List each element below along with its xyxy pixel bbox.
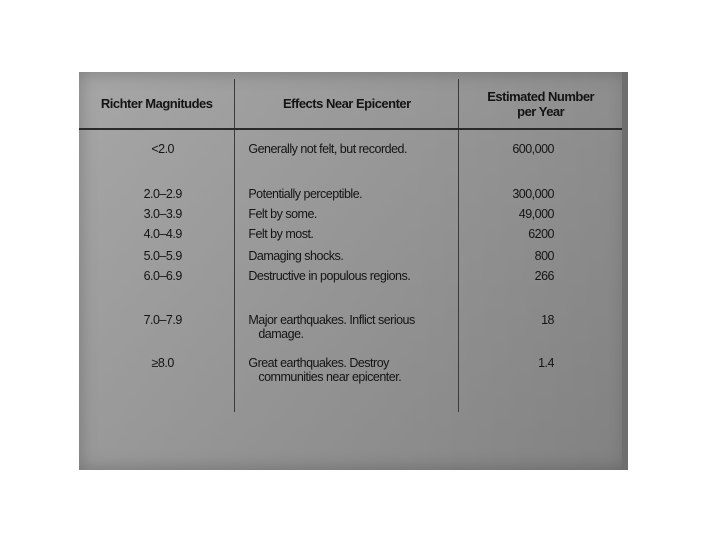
header-row — [79, 79, 622, 129]
magnitude-cell: ≥8.0 — [79, 349, 235, 412]
number-cell: 49,000 — [518, 207, 554, 221]
effects-text: Major earthquakes. Inflict serious damage. — [248, 313, 415, 341]
number-cell: 18 — [541, 313, 554, 327]
table-header — [79, 79, 622, 129]
richter-magnitude-table — [79, 79, 622, 412]
number-cell: 800 — [534, 249, 554, 263]
effects-text: Generally not felt, but recorded. — [248, 142, 407, 156]
effects-text: Felt by some. — [248, 207, 317, 221]
effects-cell — [235, 245, 459, 267]
header-number-line1: Estimated Number — [487, 88, 595, 104]
number-cell: 600,000 — [512, 142, 554, 156]
number-cell: 300,000 — [512, 187, 554, 201]
effects-cell — [235, 129, 459, 176]
table-row — [79, 245, 622, 267]
magnitude-cell: 7.0–7.9 — [79, 305, 235, 349]
table-row — [79, 267, 622, 305]
effects-cell — [235, 225, 459, 245]
effects-cell — [235, 349, 459, 412]
table-row — [79, 176, 622, 205]
number-cell: 1.4 — [538, 356, 554, 370]
effects-cell — [235, 176, 459, 205]
effects-text: Damaging shocks. — [248, 249, 344, 263]
table-row — [79, 349, 622, 412]
magnitude-cell: <2.0 — [79, 129, 235, 176]
number-cell: 266 — [534, 269, 554, 283]
number-cell: 6200 — [528, 227, 554, 241]
magnitude-cell: 4.0–4.9 — [79, 225, 235, 245]
table-row — [79, 225, 622, 245]
magnitude-cell: 5.0–5.9 — [79, 245, 235, 267]
magnitude-cell: 3.0–3.9 — [79, 205, 235, 225]
table-row — [79, 305, 622, 349]
magnitude-cell: 2.0–2.9 — [79, 176, 235, 205]
scanned-table-image — [79, 72, 628, 470]
effects-text: Potentially perceptible. — [248, 187, 363, 201]
header-estimated-number-per-year — [459, 79, 622, 129]
effects-text: Felt by most. — [248, 227, 314, 241]
header-number-line2: per Year — [517, 103, 565, 119]
effects-cell — [235, 267, 459, 305]
effects-text: Great earthquakes. Destroy communities near epicenter. — [248, 356, 402, 384]
effects-text: Destructive in populous regions. — [248, 269, 411, 283]
effects-cell — [235, 205, 459, 225]
table-body — [79, 129, 622, 412]
table-row — [79, 129, 622, 176]
header-effects-near-epicenter: Effects Near Epicenter — [235, 79, 459, 129]
header-richter-magnitudes: Richter Magnitudes — [79, 79, 235, 129]
table-row — [79, 205, 622, 225]
magnitude-cell: 6.0–6.9 — [79, 267, 235, 305]
effects-cell — [235, 305, 459, 349]
